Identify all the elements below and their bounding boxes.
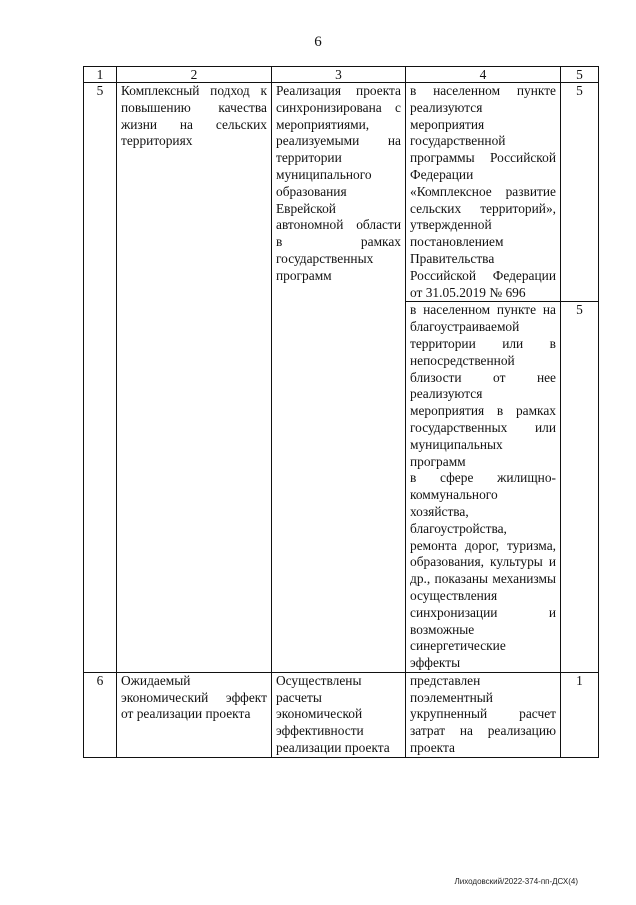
score-cell: 5: [561, 302, 599, 673]
criterion-text: Комплексный подход к повышению качества жизни на сельских территориях: [121, 83, 267, 149]
condition-cell: [406, 83, 561, 302]
table-row: [84, 672, 599, 757]
criterion-cell: [117, 83, 272, 673]
header-cell: 3: [272, 67, 406, 83]
row-number: 5: [84, 83, 117, 673]
header-cell: 4: [406, 67, 561, 83]
criteria-table: [83, 66, 599, 758]
condition-text: в населенном пункте реализуются мероприятия государственной программы Российской Федерации «Комплексное развитие сельских территорий», утвержденной постановлением Правительства Российской Федерации от 31.05.2019 № 696: [410, 83, 556, 300]
condition-text: представлен поэлементный укрупненный расчет затрат на реализацию проекта: [410, 672, 556, 756]
description-cell: [272, 83, 406, 673]
criterion-text: Ожидаемый экономический эффект от реализации проекта: [121, 672, 267, 722]
description-text: Осуществлены расчеты экономической эффективности реализации проекта: [276, 672, 390, 756]
table-row: [84, 83, 599, 302]
page-number: 6: [314, 34, 322, 50]
header-cell: 5: [561, 67, 599, 83]
condition-cell: [406, 672, 561, 757]
header-cell: 2: [117, 67, 272, 83]
condition-cell: [406, 302, 561, 673]
criterion-cell: [117, 672, 272, 757]
score-cell: 1: [561, 672, 599, 757]
row-number: 6: [84, 672, 117, 757]
score-cell: 5: [561, 83, 599, 302]
table-header-row: [84, 67, 599, 83]
document-stamp: Лиходовский/2022-374-пп-ДСХ(4): [454, 877, 578, 886]
description-cell: [272, 672, 406, 757]
description-text: Реализация проекта синхронизирована с мероприятиями, реализуемыми на территории муниципального образования Еврейской автономной области в рамках государственных программ: [276, 83, 401, 283]
header-cell: 1: [84, 67, 117, 83]
condition-text: в населенном пункте на благоустраиваемой территории или в непосредственной близости от нее реализуются мероприятия в рамках государственных или муниципальных программ в сфере жилищно-коммунального хозяйства, благоустройства, ремонта дорог, туризма, образования, культуры и др., показаны механизмы осуществления синхронизации и возможные синергетические эффекты: [410, 302, 556, 671]
